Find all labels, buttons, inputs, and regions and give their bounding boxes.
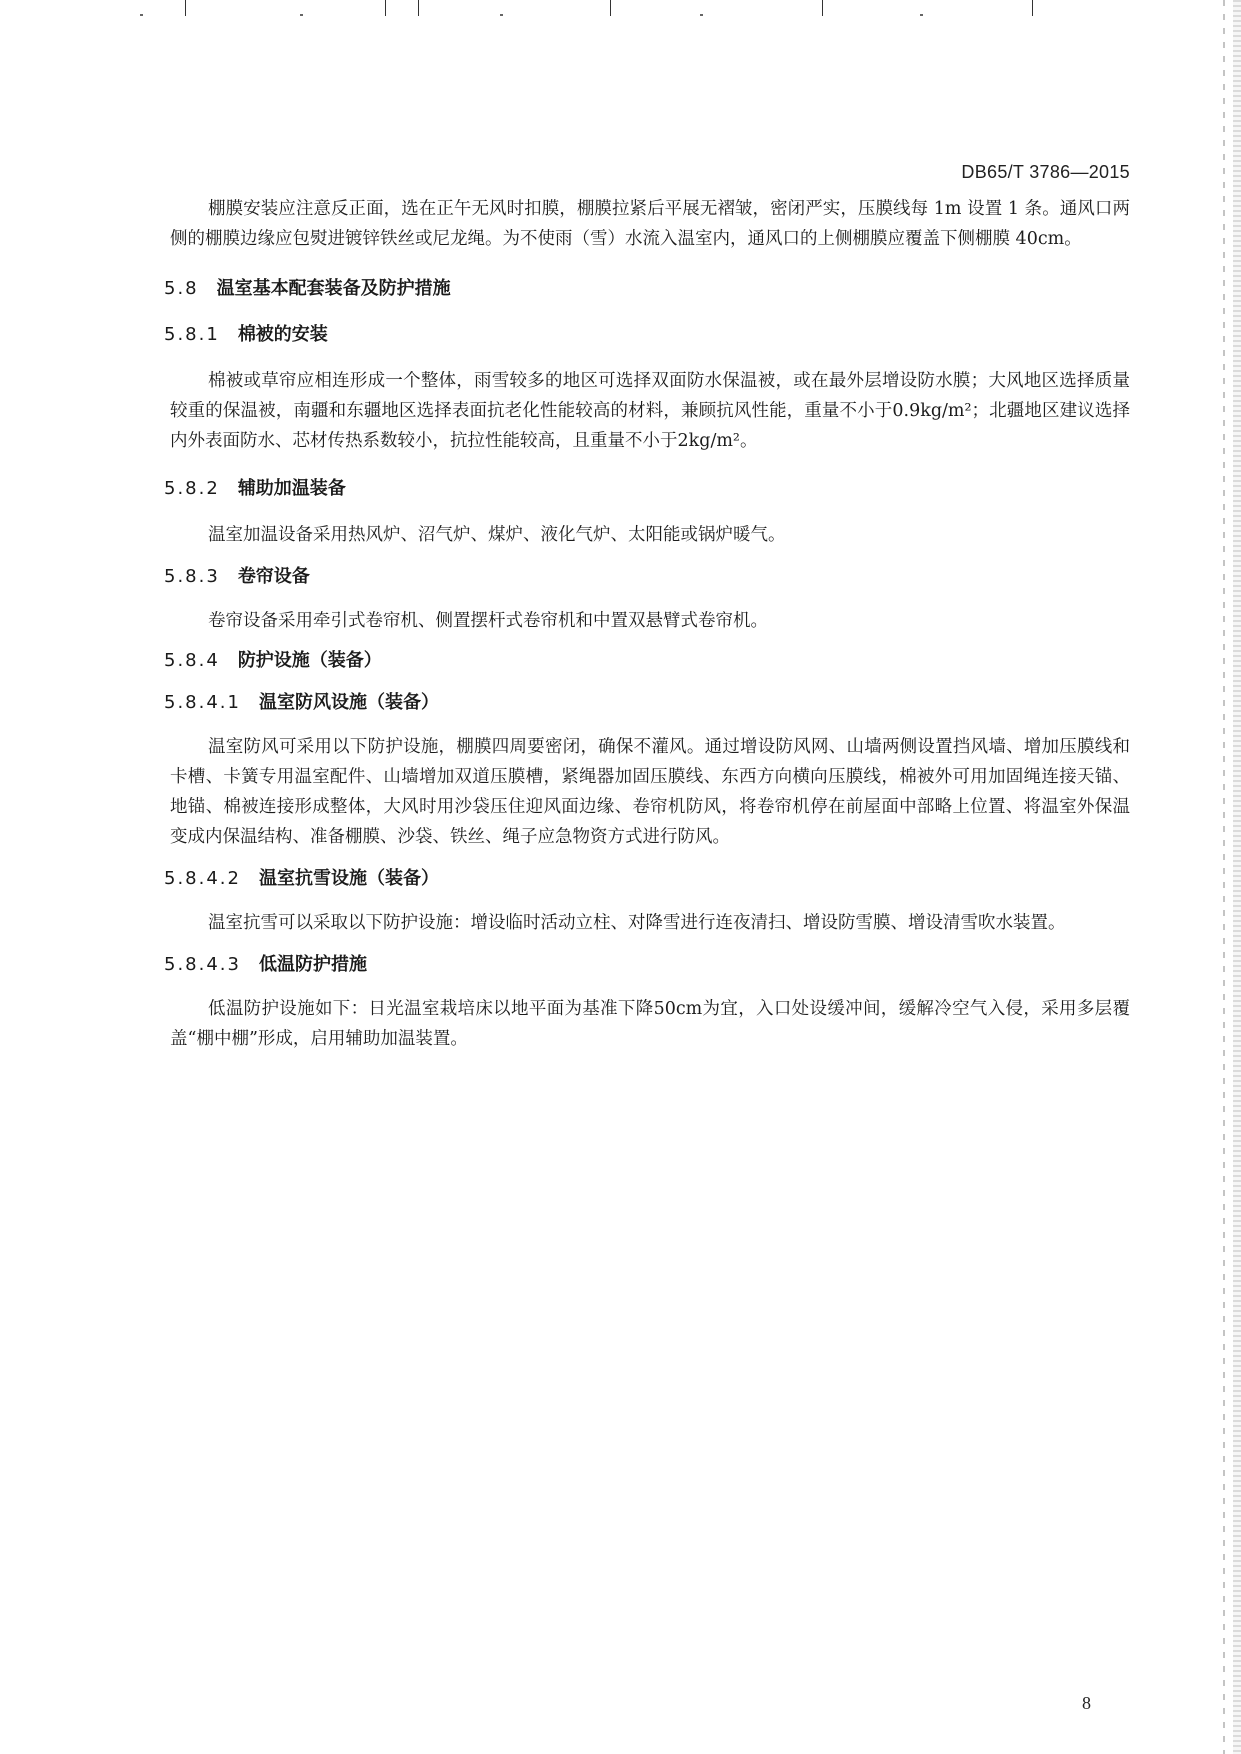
section-heading-5-8-2: [164, 476, 1124, 502]
section-title: 低温防护措施: [258, 954, 367, 975]
scan-tick-mark: [385, 0, 386, 16]
scan-dot: [300, 14, 303, 16]
section-body: 温室防风可采用以下防护设施，棚膜四周要密闭，确保不灌风。通过增设防风网、山墙两侧设置挡风墙、增加压膜线和卡槽、卡簧专用温室配件、山墙增加双道压膜槽，紧绳器加固压膜线、东西方向横向压膜线，棉被外可用加固绳连接天锚、地锚、棉被连接形成整体，大风时用沙袋压住迎风面边缘、卷帘机防风，将卷帘机停在前屋面中部略上位置、将温室外保温变成内保温结构、准备棚膜、沙袋、铁丝、绳子应急物资方式进行防风。: [170, 737, 1130, 847]
scan-edge: [1233, 0, 1241, 1754]
section-number: 5.8.2: [164, 478, 220, 499]
scan-tick-mark: [185, 0, 186, 16]
section-heading-5-8-3: [164, 564, 1124, 590]
section-heading-5-8: [164, 276, 1124, 302]
section-number: 5.8.4: [164, 650, 220, 671]
standard-code: DB65/T 3786—2015: [961, 162, 1130, 182]
scan-tick-mark: [822, 0, 823, 16]
section-body: 温室抗雪可以采取以下防护设施：增设临时活动立柱、对降雪进行连夜清扫、增设防雪膜、增设清雪吹水装置。: [208, 913, 1066, 933]
section-heading-5-8-4: [164, 648, 1124, 674]
section-heading-5-8-1: [164, 322, 1124, 348]
section-heading-5-8-4-3: [164, 952, 1124, 978]
section-number: 5.8.4.3: [164, 954, 241, 975]
section-number: 5.8.4.2: [164, 868, 241, 889]
section-number: 5.8.1: [164, 324, 220, 345]
document-body: [164, 194, 1130, 1054]
section-heading-5-8-4-2: [164, 866, 1124, 892]
section-number: 5.8: [164, 278, 199, 299]
section-number: 5.8.4.1: [164, 692, 241, 713]
section-body: 棉被或草帘应相连形成一个整体，雨雪较多的地区可选择双面防水保温被，或在最外层增设防水膜；大风地区选择质量较重的保温被，南疆和东疆地区选择表面抗老化性能较高的材料，兼顾抗风性能，重量不小于0.9kg/m²；北疆地区建议选择内外表面防水、芯材传热系数较小，抗拉性能较高，且重量不小于2kg/m²。: [170, 371, 1130, 451]
section-title: 卷帘设备: [237, 566, 310, 587]
section-number: 5.8.3: [164, 566, 220, 587]
section-title: 温室抗雪设施（装备）: [258, 868, 439, 889]
page-number: 8: [1082, 1693, 1091, 1713]
section-title: 温室防风设施（装备）: [258, 692, 439, 713]
section-body: 卷帘设备采用牵引式卷帘机、侧置摆杆式卷帘机和中置双悬臂式卷帘机。: [208, 611, 768, 631]
scan-dot: [920, 14, 923, 16]
section-title: 防护设施（装备）: [237, 650, 382, 671]
scan-dot: [140, 14, 143, 16]
intro-paragraph: 棚膜安装应注意反正面，选在正午无风时扣膜，棚膜拉紧后平展无褶皱，密闭严实，压膜线每 1m 设置 1 条。通风口两侧的棚膜边缘应包熨进镀锌铁丝或尼龙绳。为不使雨（雪）水流入温室内，通风口的上侧棚膜应覆盖下侧棚膜 40cm。: [170, 199, 1130, 249]
scan-dot: [700, 14, 703, 16]
scan-dot: [500, 14, 503, 16]
section-heading-5-8-4-1: [164, 690, 1124, 716]
section-body: 温室加温设备采用热风炉、沼气炉、煤炉、液化气炉、太阳能或锅炉暖气。: [208, 525, 786, 545]
scan-tick-mark: [418, 0, 419, 16]
section-title: 温室基本配套装备及防护措施: [216, 278, 451, 299]
section-body: 低温防护设施如下：日光温室栽培床以地平面为基准下降50cm为宜，入口处设缓冲间，缓解冷空气入侵，采用多层覆盖“棚中棚”形成，启用辅助加温装置。: [170, 999, 1130, 1049]
scan-tick-mark: [1032, 0, 1033, 16]
scan-edge-line: [1223, 0, 1225, 1754]
section-title: 棉被的安装: [237, 324, 328, 345]
scan-tick-mark: [610, 0, 611, 16]
section-title: 辅助加温装备: [237, 478, 346, 499]
